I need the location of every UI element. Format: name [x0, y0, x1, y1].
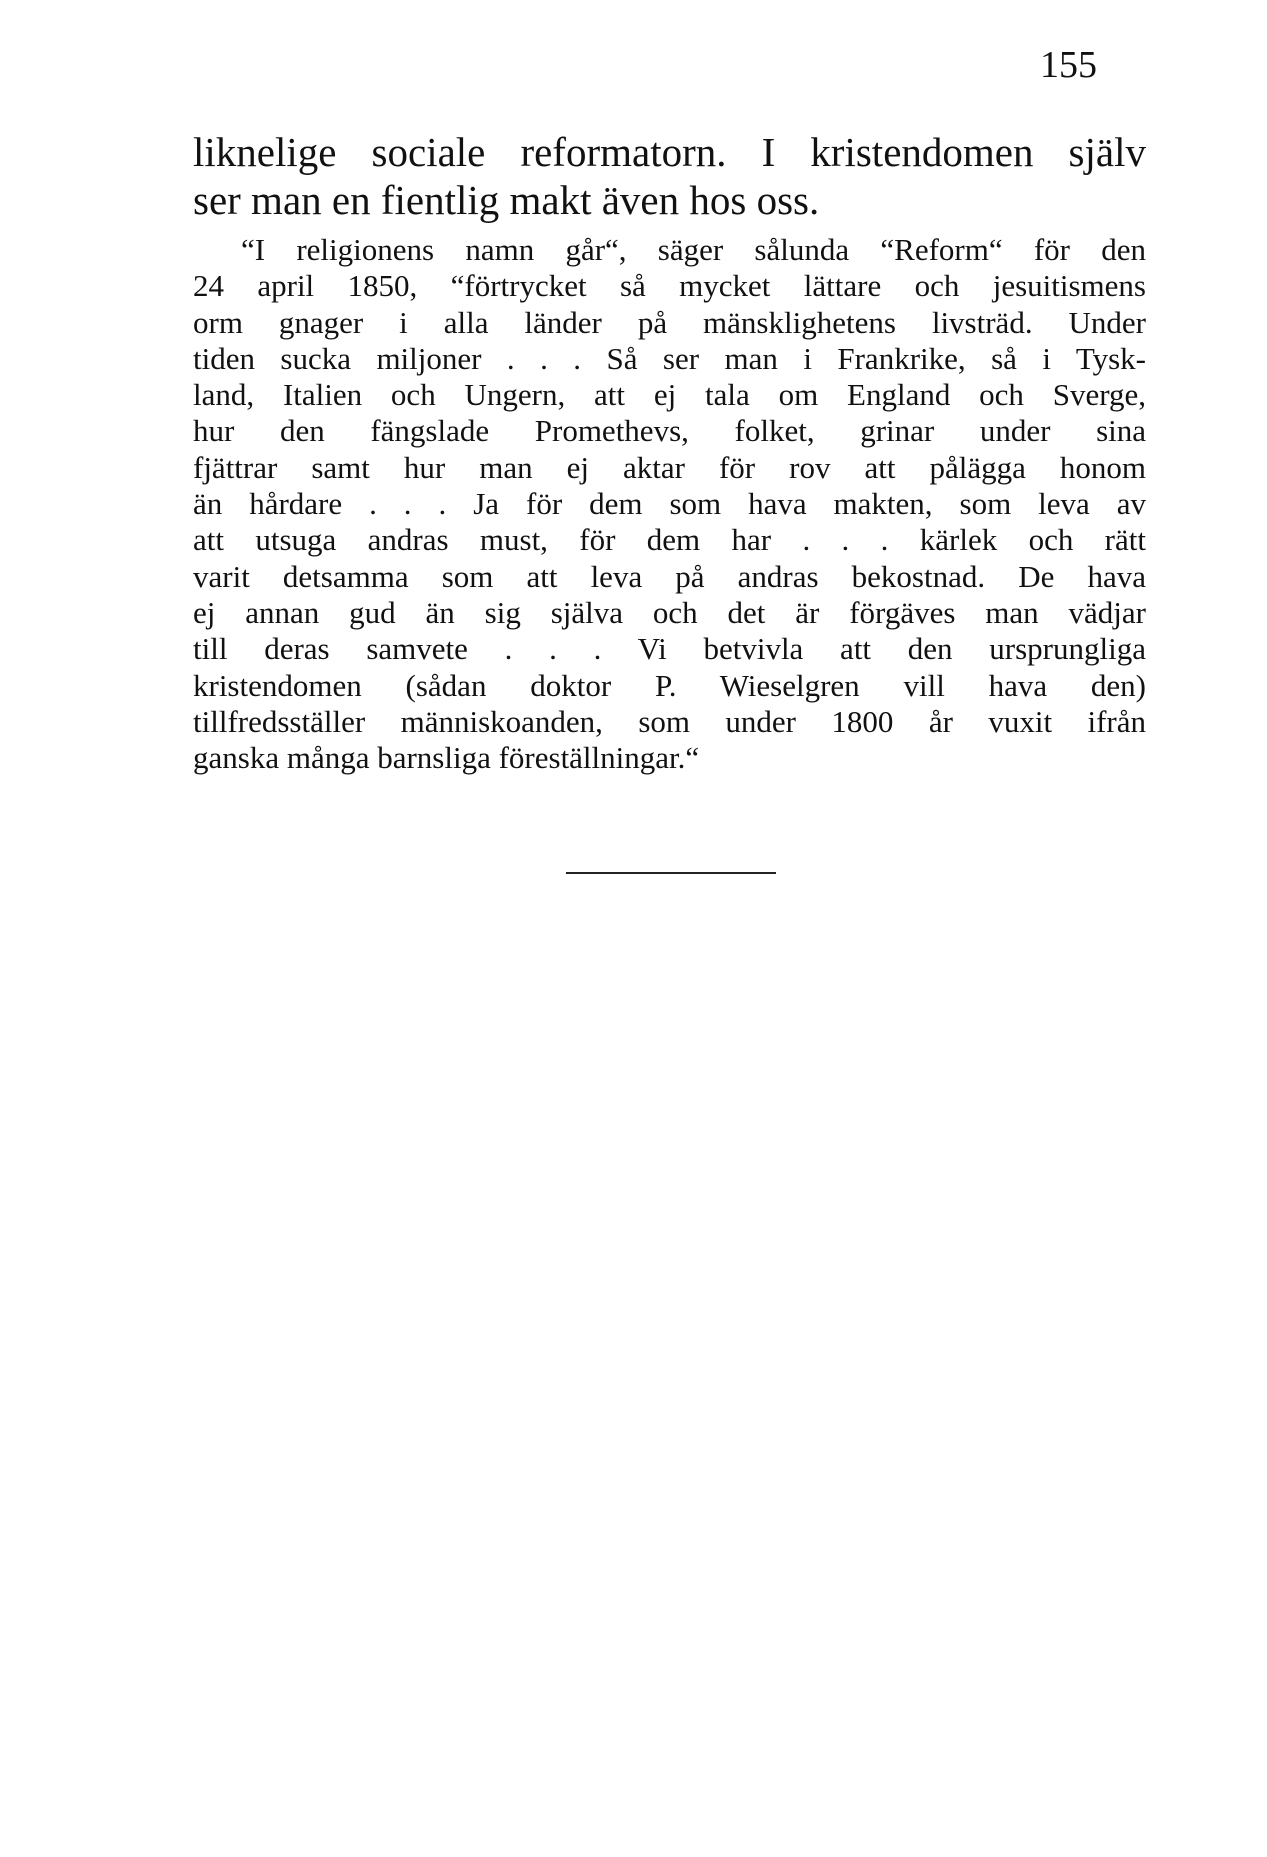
quote-line: ganska många barnsliga föreställningar.“ [193, 740, 700, 776]
quote-line: hur den fängslade Promethevs, folket, grinar under sina [193, 413, 1146, 449]
intro-paragraph [193, 128, 1146, 224]
quote-line: varit detsamma som att leva på andras bekostnad. De hava [193, 558, 1146, 594]
intro-line: liknelige sociale reformatorn. I kristendomen själv [193, 129, 1146, 175]
quote-line: 24 april 1850, “förtrycket så mycket lättare och jesuitismens [193, 268, 1146, 304]
quote-line: att utsuga andras must, för dem har . . . kärlek och rätt [193, 522, 1146, 558]
intro-line: ser man en fientlig makt även hos oss. [193, 177, 820, 223]
quote-line: tillfredsställer människoanden, som under 1800 år vuxit ifrån [193, 703, 1146, 739]
page-number: 155 [1040, 44, 1097, 86]
quote-line: kristendomen (sådan doktor P. Wieselgren vill hava den) [193, 667, 1146, 703]
quote-line: ej annan gud än sig själva och det är förgäves man vädjar [193, 594, 1146, 630]
quote-line: land, Italien och Ungern, att ej tala om England och Sverge, [193, 377, 1146, 413]
section-divider [566, 872, 776, 874]
quote-line: “I religionens namn går“, säger sålunda “Reform“ för den [241, 232, 1146, 267]
quote-line: till deras samvete . . . Vi betvivla att den ursprungliga [193, 631, 1146, 667]
quote-paragraph [193, 232, 1146, 776]
quote-line: än hårdare . . . Ja för dem som hava makten, som leva av [193, 486, 1146, 522]
quote-line: fjättrar samt hur man ej aktar för rov att pålägga honom [193, 449, 1146, 485]
quote-line: orm gnager i alla länder på mänsklighetens livsträd. Under [193, 304, 1146, 340]
quote-line: tiden sucka miljoner . . . Så ser man i Frankrike, så i Tysk- [193, 340, 1146, 376]
